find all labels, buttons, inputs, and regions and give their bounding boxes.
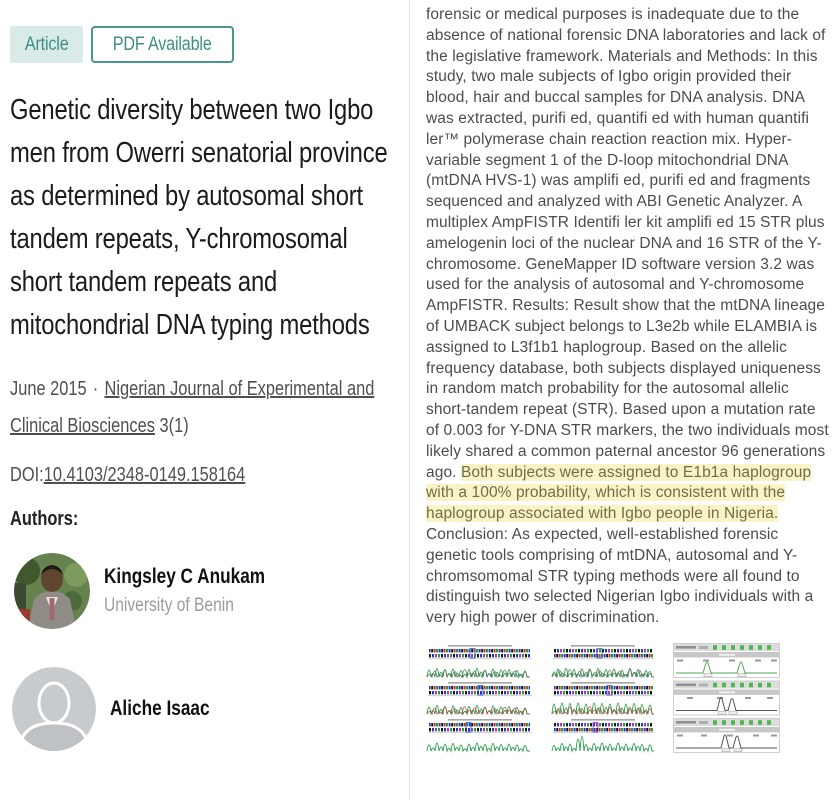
publication-date: June 2015 <box>10 378 87 400</box>
publication-meta <box>10 371 395 445</box>
person-silhouette-icon <box>12 667 96 751</box>
article-type-badge-label: Article <box>24 33 69 55</box>
author-row[interactable] <box>10 667 395 751</box>
abstract-panel <box>410 0 838 800</box>
author-photo <box>14 553 90 629</box>
doi-row <box>10 457 395 494</box>
volume-issue: 3(1) <box>159 415 189 437</box>
journal-link[interactable]: Nigerian Journal of Experimental and Clinical Biosciences <box>10 378 375 437</box>
page-title: Genetic diversity between two Igbo men from Owerri senatorial province as determined by autosomal short tandem repeats, Y-chromosomal short tandem repeats and mitochondrial DNA typing methods <box>10 94 388 341</box>
abstract-segment: forensic or medical purposes is inadequate due to the absence of national forensic DNA laboratories and lack of the legislative framework. Materials and Methods: In this study, two male subjects of Igbo origin provided their blood, hair and buccal samples for DNA analysis. DNA was extracted, purifi ed, quantifi ed with human quantifi ler™ polymerase chain reaction reaction mix. Hyper-variable segment 1 of the D-loop mitochondrial DNA (mtDNA HVS-1) was amplifi ed, purifi ed and fragments sequenced and analyzed with ABI Genetic Analyzer. A multiplex AmpFISTR Identifi ler kit amplifi ed 15 STR plus amelogenin loci of the nuclear DNA and 16 STR of the Y-chromosome. GeneMapper ID software version 3.2 was used for the analysis of autosomal and Y-chromosome AmpFISTR. Results: Result show that the mtDNA lineage of UMBACK subject belongs to L3e2b while ELAMBIA is assigned to L3f1b1 haplogroup. Based on the allelic frequency database, both subjects displayed uniqueness in random match probability for the autosomal allelic short-tandem repeat (STR). Based upon a mutation rate of 0.003 for Y-DNA STR markers, the two individuals most likely shared a common paternal ancestor 96 generations ago. <box>426 6 829 481</box>
author-name[interactable]: Aliche Isaac <box>110 697 210 720</box>
dna-chromatogram-thumbnail[interactable] <box>426 643 534 753</box>
electropherogram-thumbnail[interactable] <box>673 643 780 753</box>
author-avatar-photo[interactable] <box>14 553 90 629</box>
pdf-available-badge-label: PDF Available <box>113 33 213 55</box>
authors-heading: Authors: <box>10 508 79 530</box>
figure-thumbnails-row <box>426 643 832 753</box>
badge-row <box>10 26 395 63</box>
author-name[interactable]: Kingsley C Anukam <box>104 565 266 588</box>
author-info <box>104 562 343 620</box>
abstract-text <box>426 5 830 629</box>
article-type-badge <box>10 26 83 63</box>
author-row[interactable] <box>10 553 395 629</box>
publication-header-panel <box>0 0 410 800</box>
pdf-available-badge[interactable] <box>91 26 233 63</box>
abstract-highlight: Both subjects were assigned to E1b1a haplogroup with a 100% probability, which is consistent with the haplogroup associated with Igbo people in Nigeria. <box>426 463 812 523</box>
author-info <box>110 694 344 724</box>
abstract-segment: Conclusion: As expected, well-established forensic genetic tools comprising of mtDNA, autosomal and Y-chromsomomal STR typing methods were all found to distinguish two selected Nigerian Igbo individuals with a very high power of discrimination. <box>426 525 814 627</box>
meta-separator: · <box>92 378 99 400</box>
doi-label: DOI: <box>10 464 44 486</box>
author-affiliation: University of Benin <box>104 595 234 616</box>
dna-chromatogram-thumbnail[interactable] <box>551 643 656 753</box>
author-avatar-placeholder[interactable] <box>12 667 96 751</box>
doi-link[interactable]: 10.4103/2348-0149.158164 <box>43 464 246 486</box>
